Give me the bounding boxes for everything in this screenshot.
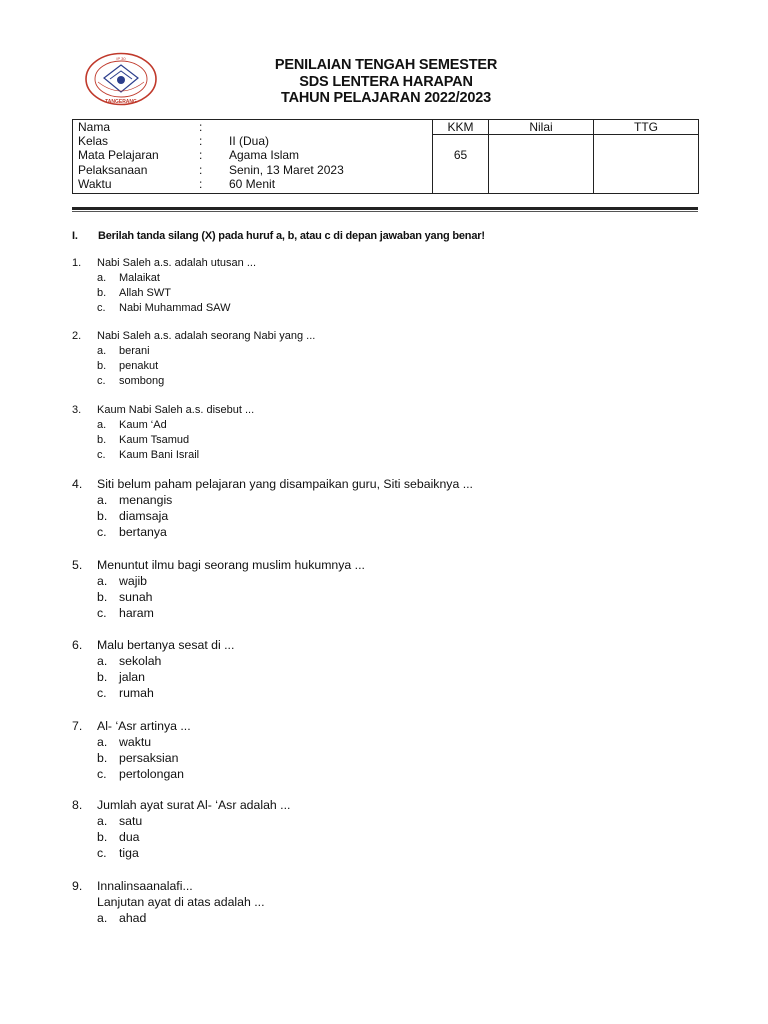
question-text: Jumlah ayat surat Al- ‘Asr adalah ... [97, 798, 291, 812]
option-c[interactable]: c. pertolongan [97, 767, 184, 781]
ttg-header: TTG [594, 120, 699, 135]
question-1: 1. Nabi Saleh a.s. adalah utusan ... a. Malaikat b. Allah SWT c. Nabi Muhammad SAW [72, 257, 256, 314]
option-a[interactable]: a. wajib [97, 574, 148, 588]
option-a[interactable]: a. Malaikat [97, 272, 160, 284]
question-text: Innalinsaanalafi... [97, 879, 193, 893]
option-b[interactable]: b. sunah [97, 590, 153, 604]
question-3: 3. Kaum Nabi Saleh a.s. disebut ... a. Kaum ‘Ad b. Kaum Tsamud c. Kaum Bani Israil [72, 404, 255, 461]
option-a[interactable]: a. ahad [97, 911, 147, 925]
option-a[interactable]: a. menangis [97, 493, 173, 507]
divider-line [72, 207, 698, 210]
title-line-3: TAHUN PELAJARAN 2022/2023 [281, 90, 491, 106]
nilai-header: Nilai [489, 120, 594, 135]
school-logo [84, 52, 158, 106]
question-2: 2. Nabi Saleh a.s. adalah seorang Nabi yang ... a. berani b. penakut c. sombong [72, 330, 316, 387]
option-c[interactable]: c. tiga [97, 846, 139, 860]
svg-text:IP 30: IP 30 [116, 56, 126, 61]
question-text: Malu bertanya sesat di ... [97, 638, 235, 652]
option-b[interactable]: b. dua [97, 830, 140, 844]
student-info-table [72, 119, 699, 194]
question-continuation: Lanjutan ayat di atas adalah ... [97, 895, 265, 909]
option-a[interactable]: a. Kaum ‘Ad [97, 419, 167, 431]
option-a[interactable]: a. berani [97, 345, 150, 357]
divider-line-thin [72, 211, 698, 212]
question-6: 6. Malu bertanya sesat di ... a. sekolah b. jalan c. rumah [72, 638, 235, 700]
title-line-2: SDS LENTERA HARAPAN [299, 73, 473, 90]
option-c[interactable]: c. haram [97, 606, 154, 620]
option-b[interactable]: b. jalan [97, 670, 145, 684]
title-line-1: PENILAIAN TENGAH SEMESTER [274, 57, 498, 73]
instruction-text: Berilah tanda silang (X) pada huruf a, b, atau c di depan jawaban yang benar! [98, 230, 485, 242]
option-b[interactable]: b. persaksian [97, 751, 179, 765]
question-5: 5. Menuntut ilmu bagi seorang muslim hukumnya ... a. wajib b. sunah c. haram [72, 558, 365, 620]
label-kelas: Kelas [78, 134, 109, 149]
svg-text:TANGERANG: TANGERANG [105, 99, 137, 105]
question-text: Nabi Saleh a.s. adalah seorang Nabi yang ... [97, 330, 316, 342]
ttg-box[interactable] [594, 135, 699, 194]
value-kelas: II (Dua) [229, 134, 270, 149]
question-text: Nabi Saleh a.s. adalah utusan ... [97, 257, 256, 269]
question-text: Siti belum paham pelajaran yang disampaikan guru, Siti sebaiknya ... [97, 477, 473, 491]
option-c[interactable]: c. sombong [97, 375, 165, 387]
question-text: Al- ‘Asr artinya ... [97, 719, 191, 733]
label-waktu: Waktu [78, 176, 112, 191]
value-waktu: 60 Menit [229, 176, 276, 191]
question-text: Menuntut ilmu bagi seorang muslim hukumnya ... [97, 558, 365, 572]
label-mata-pelajaran: Mata Pelajaran [78, 148, 159, 163]
question-7: 7. Al- ‘Asr artinya ... a. waktu b. persaksian c. pertolongan [72, 719, 191, 781]
section-number: I. [72, 230, 78, 242]
label-pelaksanaan: Pelaksanaan [78, 162, 148, 177]
option-c[interactable]: c. Kaum Bani Israil [97, 449, 200, 461]
value-mata-pelajaran: Agama Islam [229, 148, 300, 163]
kkm-header: KKM [433, 120, 489, 135]
option-b[interactable]: b. diamsaja [97, 509, 169, 523]
option-b[interactable]: b. Allah SWT [97, 287, 171, 299]
question-text: Kaum Nabi Saleh a.s. disebut ... [97, 404, 255, 416]
option-c[interactable]: c. bertanya [97, 525, 167, 539]
question-9: 9. Innalinsaanalafi... Lanjutan ayat di atas adalah ... a. ahad [72, 879, 265, 925]
option-a[interactable]: a. sekolah [97, 654, 162, 668]
question-4: 4. Siti belum paham pelajaran yang disampaikan guru, Siti sebaiknya ... a. menangis b. diamsaja c. bertanya [72, 477, 473, 539]
label-nama: Nama [78, 120, 111, 134]
option-b[interactable]: b. Kaum Tsamud [97, 434, 190, 446]
option-b[interactable]: b. penakut [97, 360, 159, 372]
question-8: 8. Jumlah ayat surat Al- ‘Asr adalah ... a. satu b. dua c. tiga [72, 798, 291, 860]
section-instruction [72, 230, 485, 242]
kkm-value: 65 [433, 135, 489, 194]
option-a[interactable]: a. waktu [97, 735, 152, 749]
identity-cell: Nama : Kelas : II (Dua) Mata Pelajaran : Agama Islam Pelaksanaan : Senin, 13 Maret 2023 Waktu : 60 Menit [73, 120, 433, 194]
option-a[interactable]: a. satu [97, 814, 143, 828]
page-title [160, 57, 612, 107]
value-pelaksanaan: Senin, 13 Maret 2023 [229, 162, 344, 177]
option-c[interactable]: c. rumah [97, 686, 154, 700]
nilai-box[interactable] [489, 135, 594, 194]
option-c[interactable]: c. Nabi Muhammad SAW [97, 302, 231, 314]
